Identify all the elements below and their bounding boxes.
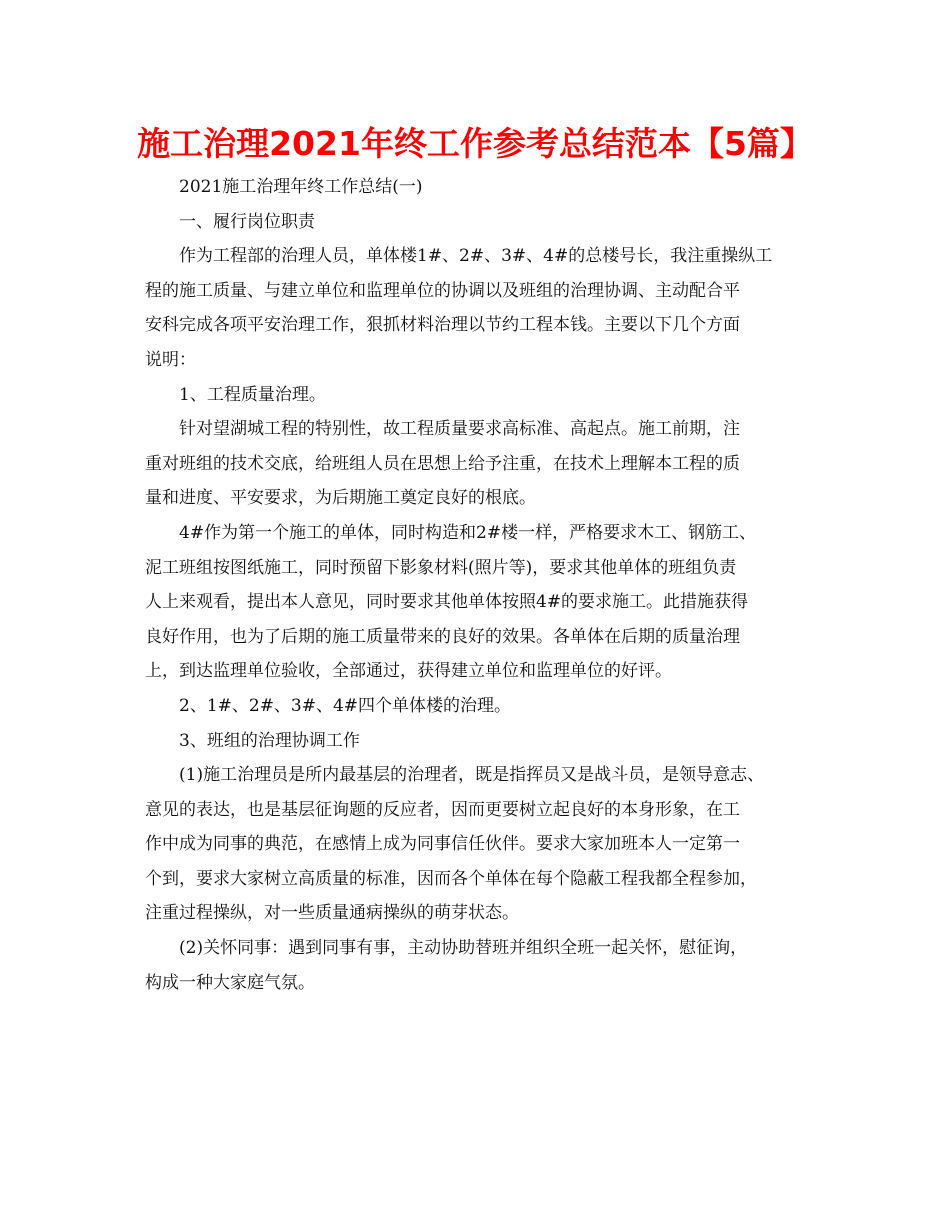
text-line: 上，到达监理单位验收，全部通过，获得建立单位和监理单位的好评。 <box>145 661 672 682</box>
text-line: 4#作为第一个施工的单体，同时构造和2#楼一样，严格要求木工、钢筋工、 <box>179 522 757 543</box>
text-line: 2、1#、2#、3#、4#四个单体楼的治理。 <box>179 695 512 716</box>
text-line: 作为工程部的治理人员，单体楼1#、2#、3#、4#的总楼号长，我注重操纵工 <box>179 246 773 267</box>
paragraph <box>145 412 825 516</box>
text-line: 2021施工治理年终工作总结(一) <box>179 177 423 197</box>
text-line: 重对班组的技术交底，给班组人员在思想上给予注重，在技术上理解本工程的质 <box>145 453 740 474</box>
text-line: (2)关怀同事：遇到同事有事，主动协助替班并组织全班一起关怀，慰征询， <box>179 938 748 959</box>
text-line: 泥工班组按图纸施工，同时预留下影象材料(照片等)，要求其他单体的班组负责 <box>145 557 737 578</box>
section-heading <box>145 689 825 724</box>
section-heading <box>145 170 825 205</box>
paragraph <box>145 516 825 689</box>
text-line: 意见的表达，也是基层征询题的反应者，因而更要树立起良好的本身形象，在工 <box>145 799 740 820</box>
text-line: 程的施工质量、与建立单位和监理单位的协调以及班组的治理协调、主动配合平 <box>145 280 740 301</box>
paragraph <box>145 239 825 377</box>
section-heading <box>145 724 825 759</box>
section-heading <box>145 205 825 240</box>
text-line: (1)施工治理员是所内最基层的治理者，既是指挥员又是战斗员，是领导意志、 <box>179 765 765 786</box>
text-line: 作中成为同事的典范，在感情上成为同事信任伙伴。要求大家加班本人一定第一 <box>145 834 740 855</box>
document-body <box>145 170 825 1000</box>
text-line: 一、履行岗位职责 <box>179 211 315 232</box>
document-title: 施工治理2021年终工作参考总结范本【5篇】 <box>137 124 813 163</box>
text-line: 个到，要求大家树立高质量的标准，因而各个单体在每个隐蔽工程我都全程参加， <box>145 868 757 889</box>
text-line: 良好作用，也为了后期的施工质量带来的良好的效果。各单体在后期的质量治理 <box>145 626 740 647</box>
text-line: 构成一种大家庭气氛。 <box>145 972 315 993</box>
text-line: 量和进度、平安要求，为后期施工奠定良好的根底。 <box>145 488 536 509</box>
text-line: 说明： <box>145 349 196 370</box>
text-line: 人上来观看，提出本人意见，同时要求其他单体按照4#的要求施工。此措施获得 <box>145 592 749 613</box>
paragraph <box>145 931 825 1000</box>
text-line: 1、工程质量治理。 <box>179 384 326 405</box>
text-line: 注重过程操纵，对一些质量通病操纵的萌芽状态。 <box>145 903 519 924</box>
text-line: 安科完成各项平安治理工作，狠抓材料治理以节约工程本钱。主要以下几个方面 <box>145 315 740 336</box>
text-line: 3、班组的治理协调工作 <box>179 730 360 751</box>
paragraph <box>145 758 825 931</box>
section-heading <box>145 378 825 413</box>
text-line: 针对望湖城工程的特别性，故工程质量要求高标准、高起点。施工前期，注 <box>179 419 740 440</box>
